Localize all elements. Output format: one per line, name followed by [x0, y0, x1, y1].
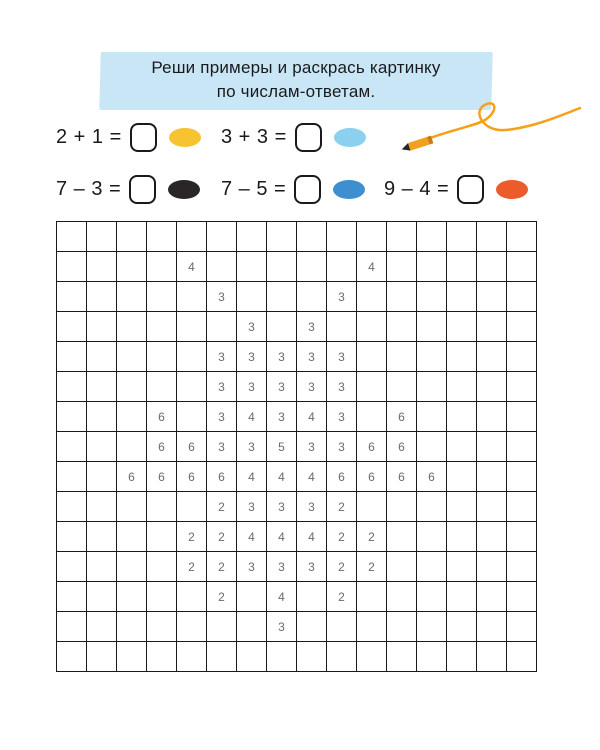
grid-cell[interactable]: 6	[147, 462, 177, 492]
grid-cell[interactable]: 4	[237, 462, 267, 492]
grid-cell[interactable]	[417, 642, 447, 672]
grid-cell[interactable]	[477, 312, 507, 342]
grid-cell[interactable]	[477, 462, 507, 492]
grid-cell[interactable]	[57, 252, 87, 282]
grid-cell[interactable]	[87, 522, 117, 552]
grid-cell[interactable]	[447, 402, 477, 432]
equation-5	[384, 172, 528, 206]
grid-cell[interactable]	[297, 612, 327, 642]
grid-cell[interactable]: 6	[357, 432, 387, 462]
grid-cell[interactable]: 4	[297, 522, 327, 552]
grid-cell[interactable]	[477, 282, 507, 312]
instruction-line-2: по числам-ответам.	[216, 82, 376, 101]
grid-cell[interactable]	[57, 582, 87, 612]
grid-cell[interactable]	[57, 282, 87, 312]
color-swatch	[496, 180, 528, 199]
grid-cell[interactable]	[57, 462, 87, 492]
grid-cell[interactable]	[87, 582, 117, 612]
grid-cell[interactable]: 3	[267, 372, 297, 402]
grid-cell[interactable]	[357, 612, 387, 642]
pencil-squiggle	[425, 103, 580, 140]
answer-box[interactable]	[295, 123, 322, 152]
grid-row	[57, 462, 537, 492]
grid-cell[interactable]	[177, 582, 207, 612]
grid-cell[interactable]: 4	[357, 252, 387, 282]
grid-cell[interactable]	[177, 612, 207, 642]
grid-cell[interactable]	[117, 222, 147, 252]
grid-cell[interactable]	[237, 642, 267, 672]
instruction-text	[100, 56, 492, 104]
grid-cell[interactable]: 6	[417, 462, 447, 492]
grid-cell[interactable]	[297, 222, 327, 252]
grid-cell[interactable]: 2	[327, 552, 357, 582]
grid-row	[57, 522, 537, 552]
grid-cell[interactable]	[147, 522, 177, 552]
grid-cell[interactable]	[477, 642, 507, 672]
grid-cell[interactable]	[117, 582, 147, 612]
grid-cell[interactable]	[387, 552, 417, 582]
grid-cell[interactable]: 6	[207, 462, 237, 492]
grid-cell[interactable]: 3	[237, 312, 267, 342]
grid-cell[interactable]	[177, 642, 207, 672]
grid-cell[interactable]: 4	[297, 462, 327, 492]
grid-cell[interactable]	[117, 642, 147, 672]
grid-cell[interactable]: 3	[237, 372, 267, 402]
grid-cell[interactable]	[447, 282, 477, 312]
grid-row	[57, 312, 537, 342]
grid-cell[interactable]	[57, 372, 87, 402]
grid-cell[interactable]: 2	[357, 552, 387, 582]
grid-cell[interactable]: 6	[147, 432, 177, 462]
grid-cell[interactable]	[147, 582, 177, 612]
grid-cell[interactable]	[87, 462, 117, 492]
grid-cell[interactable]	[177, 342, 207, 372]
grid-cell[interactable]	[507, 372, 537, 402]
grid-cell[interactable]: 6	[327, 462, 357, 492]
grid-row	[57, 402, 537, 432]
grid-cell[interactable]	[507, 222, 537, 252]
equation-3	[56, 172, 200, 206]
grid-cell[interactable]	[447, 552, 477, 582]
grid-cell[interactable]	[147, 612, 177, 642]
grid-cell[interactable]	[327, 612, 357, 642]
grid-cell[interactable]	[117, 432, 147, 462]
grid-cell[interactable]: 3	[297, 372, 327, 402]
grid-cell[interactable]	[447, 582, 477, 612]
grid-cell[interactable]: 3	[327, 432, 357, 462]
grid-cell[interactable]: 2	[207, 492, 237, 522]
grid-cell[interactable]	[417, 582, 447, 612]
grid-row	[57, 342, 537, 372]
grid-row	[57, 582, 537, 612]
grid-cell[interactable]: 3	[207, 432, 237, 462]
grid-cell[interactable]: 2	[327, 492, 357, 522]
grid-cell[interactable]	[297, 582, 327, 612]
answer-box[interactable]	[457, 175, 484, 204]
grid-cell[interactable]	[177, 312, 207, 342]
equation-text: 9 – 4 =	[384, 177, 450, 200]
grid-cell[interactable]	[387, 252, 417, 282]
grid-cell[interactable]	[447, 222, 477, 252]
equation-text: 7 – 3 =	[56, 177, 122, 200]
grid-cell[interactable]	[57, 552, 87, 582]
grid-cell[interactable]: 6	[387, 402, 417, 432]
grid-cell[interactable]: 3	[267, 492, 297, 522]
grid-cell[interactable]	[447, 642, 477, 672]
grid-row	[57, 552, 537, 582]
grid-cell[interactable]	[87, 372, 117, 402]
grid-cell[interactable]	[387, 342, 417, 372]
grid-cell[interactable]	[207, 612, 237, 642]
grid-cell[interactable]	[417, 492, 447, 522]
color-swatch	[334, 128, 366, 147]
grid-cell[interactable]: 3	[207, 372, 237, 402]
grid-cell[interactable]	[507, 492, 537, 522]
grid-cell[interactable]	[417, 522, 447, 552]
grid-cell[interactable]	[147, 252, 177, 282]
grid-cell[interactable]	[447, 462, 477, 492]
grid-cell[interactable]: 3	[327, 282, 357, 312]
grid-cell[interactable]: 2	[177, 522, 207, 552]
grid-cell[interactable]	[267, 642, 297, 672]
grid-cell[interactable]	[267, 312, 297, 342]
grid-cell[interactable]	[447, 342, 477, 372]
grid-row	[57, 432, 537, 462]
grid-cell[interactable]	[477, 222, 507, 252]
answer-box[interactable]	[294, 175, 321, 204]
grid-cell[interactable]	[207, 642, 237, 672]
grid-cell[interactable]	[327, 222, 357, 252]
grid-cell[interactable]	[477, 402, 507, 432]
grid-cell[interactable]	[387, 642, 417, 672]
grid-cell[interactable]	[87, 432, 117, 462]
grid-cell[interactable]	[207, 252, 237, 282]
grid-cell[interactable]: 3	[237, 432, 267, 462]
grid-cell[interactable]: 6	[387, 432, 417, 462]
grid-cell[interactable]	[207, 312, 237, 342]
grid-row	[57, 252, 537, 282]
equation-4	[221, 172, 365, 206]
grid-cell[interactable]	[177, 372, 207, 402]
grid-cell[interactable]: 3	[327, 342, 357, 372]
grid-cell[interactable]	[387, 492, 417, 522]
grid-cell[interactable]: 6	[147, 402, 177, 432]
grid-cell[interactable]	[237, 582, 267, 612]
grid-row	[57, 372, 537, 402]
grid-cell[interactable]: 6	[387, 462, 417, 492]
grid-cell[interactable]	[57, 342, 87, 372]
grid-cell[interactable]	[417, 342, 447, 372]
equation-1	[56, 120, 201, 154]
grid-cell[interactable]	[507, 642, 537, 672]
grid-cell[interactable]	[477, 612, 507, 642]
equation-2	[221, 120, 366, 154]
grid-cell[interactable]	[357, 342, 387, 372]
grid-cell[interactable]	[387, 612, 417, 642]
grid-cell[interactable]: 2	[207, 582, 237, 612]
grid-cell[interactable]	[297, 252, 327, 282]
grid-cell[interactable]	[417, 432, 447, 462]
grid-cell[interactable]	[117, 372, 147, 402]
grid-cell[interactable]	[507, 342, 537, 372]
grid-cell[interactable]	[417, 612, 447, 642]
color-swatch	[168, 180, 200, 199]
grid-cell[interactable]	[87, 312, 117, 342]
grid-cell[interactable]	[117, 252, 147, 282]
grid-cell[interactable]	[87, 492, 117, 522]
grid-cell[interactable]	[507, 282, 537, 312]
grid-cell[interactable]: 3	[297, 492, 327, 522]
grid-cell[interactable]: 3	[237, 492, 267, 522]
grid-cell[interactable]	[387, 282, 417, 312]
grid-cell[interactable]	[387, 522, 417, 552]
grid-cell[interactable]	[267, 222, 297, 252]
color-swatch	[333, 180, 365, 199]
grid-cell[interactable]	[147, 312, 177, 342]
grid-cell[interactable]: 4	[237, 402, 267, 432]
grid-cell[interactable]: 2	[207, 522, 237, 552]
grid-cell[interactable]	[147, 642, 177, 672]
grid-cell[interactable]	[447, 312, 477, 342]
grid-cell[interactable]	[507, 462, 537, 492]
grid-cell[interactable]: 2	[357, 522, 387, 552]
grid-cell[interactable]: 3	[327, 372, 357, 402]
grid-cell[interactable]	[417, 282, 447, 312]
grid-cell[interactable]	[177, 492, 207, 522]
grid-cell[interactable]	[477, 552, 507, 582]
grid-cell[interactable]: 5	[267, 432, 297, 462]
grid-cell[interactable]	[147, 342, 177, 372]
grid-cell[interactable]	[417, 552, 447, 582]
grid-cell[interactable]: 3	[297, 342, 327, 372]
grid-cell[interactable]	[327, 252, 357, 282]
grid-cell[interactable]: 4	[267, 522, 297, 552]
grid-cell[interactable]	[207, 222, 237, 252]
grid-cell[interactable]	[87, 282, 117, 312]
grid-cell[interactable]	[357, 372, 387, 402]
grid-cell[interactable]	[147, 492, 177, 522]
grid-cell[interactable]: 3	[267, 342, 297, 372]
grid-cell[interactable]	[447, 432, 477, 462]
grid-cell[interactable]: 4	[237, 522, 267, 552]
grid-cell[interactable]	[117, 312, 147, 342]
grid-cell[interactable]: 2	[327, 522, 357, 552]
grid-cell[interactable]	[57, 492, 87, 522]
grid-cell[interactable]	[507, 402, 537, 432]
equation-text: 7 – 5 =	[221, 177, 287, 200]
grid-cell[interactable]	[237, 612, 267, 642]
grid-cell[interactable]	[177, 282, 207, 312]
pencil-icon	[395, 100, 585, 160]
grid-cell[interactable]	[147, 552, 177, 582]
grid-cell[interactable]	[447, 252, 477, 282]
grid-cell[interactable]: 4	[267, 582, 297, 612]
grid-cell[interactable]	[117, 342, 147, 372]
grid-cell[interactable]	[417, 252, 447, 282]
grid-cell[interactable]	[507, 582, 537, 612]
grid-cell[interactable]	[507, 552, 537, 582]
grid-cell[interactable]	[117, 282, 147, 312]
grid-cell[interactable]	[87, 402, 117, 432]
grid-cell[interactable]: 3	[207, 342, 237, 372]
grid-cell[interactable]	[447, 492, 477, 522]
grid-cell[interactable]	[147, 222, 177, 252]
grid-cell[interactable]	[327, 642, 357, 672]
grid-row	[57, 642, 537, 672]
color-swatch	[169, 128, 201, 147]
grid-cell[interactable]: 3	[327, 402, 357, 432]
equation-text: 2 + 1 =	[56, 125, 122, 148]
grid-cell[interactable]	[117, 402, 147, 432]
grid-cell[interactable]	[237, 252, 267, 282]
grid-cell[interactable]	[267, 252, 297, 282]
grid-cell[interactable]	[57, 312, 87, 342]
grid-cell[interactable]: 3	[207, 402, 237, 432]
answer-box[interactable]	[130, 123, 157, 152]
grid-cell[interactable]	[507, 432, 537, 462]
grid-cell[interactable]: 2	[177, 552, 207, 582]
grid-cell[interactable]	[477, 522, 507, 552]
grid-cell[interactable]	[267, 282, 297, 312]
grid-cell[interactable]	[117, 552, 147, 582]
coloring-grid	[56, 221, 537, 672]
grid-cell[interactable]: 3	[297, 432, 327, 462]
grid-cell[interactable]	[237, 222, 267, 252]
grid-cell[interactable]	[477, 582, 507, 612]
grid-cell[interactable]	[447, 522, 477, 552]
grid-cell[interactable]	[297, 282, 327, 312]
grid-cell[interactable]	[357, 582, 387, 612]
equation-text: 3 + 3 =	[221, 125, 287, 148]
grid-cell[interactable]	[477, 252, 507, 282]
grid-cell[interactable]	[57, 222, 87, 252]
grid-cell[interactable]	[357, 282, 387, 312]
grid-cell[interactable]	[417, 222, 447, 252]
grid-cell[interactable]: 4	[177, 252, 207, 282]
grid-cell[interactable]	[237, 282, 267, 312]
grid-cell[interactable]: 3	[267, 612, 297, 642]
grid-row	[57, 282, 537, 312]
instruction-line-1: Реши примеры и раскрась картинку	[151, 58, 441, 77]
grid-cell[interactable]	[507, 612, 537, 642]
grid-cell[interactable]	[507, 252, 537, 282]
grid-cell[interactable]: 4	[297, 402, 327, 432]
grid-cell[interactable]: 3	[297, 312, 327, 342]
grid-cell[interactable]	[177, 222, 207, 252]
grid-cell[interactable]	[477, 492, 507, 522]
grid-cell[interactable]	[57, 402, 87, 432]
grid-cell[interactable]	[57, 432, 87, 462]
grid-cell[interactable]: 6	[117, 462, 147, 492]
grid-cell[interactable]: 3	[267, 552, 297, 582]
grid-cell[interactable]: 3	[267, 402, 297, 432]
grid-cell[interactable]: 3	[237, 342, 267, 372]
grid-cell[interactable]	[87, 612, 117, 642]
grid-cell[interactable]: 3	[297, 552, 327, 582]
grid-cell[interactable]	[57, 522, 87, 552]
grid-cell[interactable]	[87, 222, 117, 252]
pencil-body	[400, 136, 433, 153]
answer-box[interactable]	[129, 175, 156, 204]
grid-cell[interactable]	[87, 342, 117, 372]
grid-cell[interactable]	[477, 432, 507, 462]
grid-cell[interactable]	[387, 312, 417, 342]
grid-cell[interactable]: 2	[207, 552, 237, 582]
grid-cell[interactable]	[177, 402, 207, 432]
grid-cell[interactable]	[507, 522, 537, 552]
grid-row	[57, 612, 537, 642]
grid-cell[interactable]	[447, 372, 477, 402]
grid-cell[interactable]	[57, 612, 87, 642]
grid-cell[interactable]	[507, 312, 537, 342]
grid-cell[interactable]	[447, 612, 477, 642]
grid-cell[interactable]: 2	[327, 582, 357, 612]
grid-cell[interactable]: 6	[177, 462, 207, 492]
grid-cell[interactable]	[117, 612, 147, 642]
grid-cell[interactable]	[387, 372, 417, 402]
grid-cell[interactable]	[357, 312, 387, 342]
grid-cell[interactable]	[477, 372, 507, 402]
grid-cell[interactable]	[147, 372, 177, 402]
grid-cell[interactable]	[117, 492, 147, 522]
grid-cell[interactable]: 6	[357, 462, 387, 492]
grid-cell[interactable]	[87, 252, 117, 282]
grid-row	[57, 492, 537, 522]
grid-cell[interactable]	[357, 402, 387, 432]
grid-cell[interactable]	[357, 222, 387, 252]
grid-cell[interactable]	[357, 642, 387, 672]
grid-cell[interactable]: 3	[237, 552, 267, 582]
grid-cell[interactable]	[87, 552, 117, 582]
grid-cell[interactable]	[387, 582, 417, 612]
grid-cell[interactable]	[417, 372, 447, 402]
grid-cell[interactable]	[117, 522, 147, 552]
grid-cell[interactable]	[417, 402, 447, 432]
grid-cell[interactable]	[57, 642, 87, 672]
grid-cell[interactable]	[417, 312, 447, 342]
grid-cell[interactable]	[147, 282, 177, 312]
grid-cell[interactable]	[387, 222, 417, 252]
grid-cell[interactable]	[327, 312, 357, 342]
grid-cell[interactable]: 3	[207, 282, 237, 312]
grid-cell[interactable]: 6	[177, 432, 207, 462]
grid-row	[57, 222, 537, 252]
grid-cell[interactable]	[477, 342, 507, 372]
grid-cell[interactable]	[87, 642, 117, 672]
grid-cell[interactable]: 4	[267, 462, 297, 492]
grid-cell[interactable]	[297, 642, 327, 672]
grid-cell[interactable]	[357, 492, 387, 522]
